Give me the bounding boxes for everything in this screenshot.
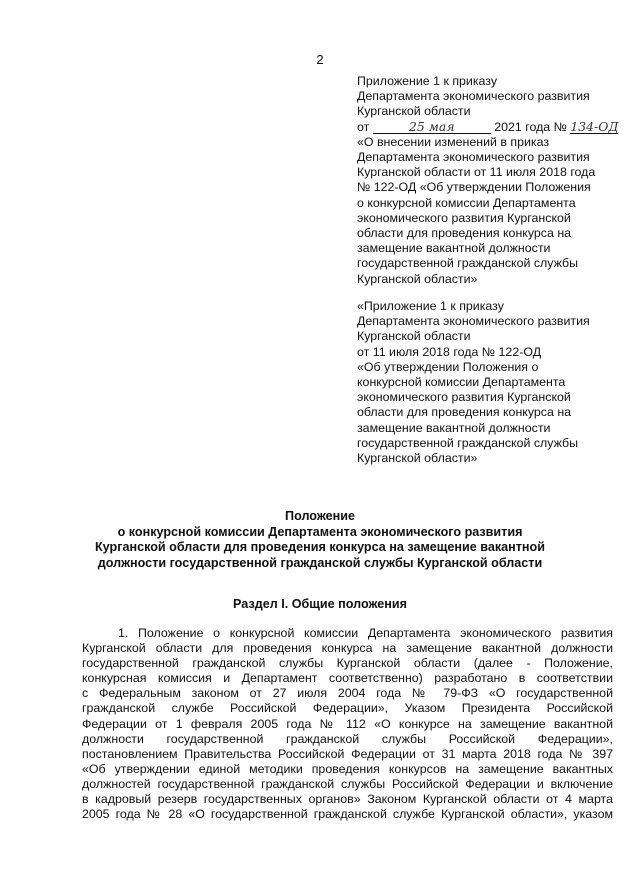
title-line: Курганской области для проведения конкурса на замещение вакантной	[95, 540, 545, 554]
paragraph-line: «Об утверждении единой методики проведения конкурсов на замещение вакантных	[82, 761, 613, 776]
appendix-2-header	[357, 299, 619, 466]
appendix-2-line: замещение вакантной должности	[357, 420, 551, 435]
paragraph-line: государственной гражданской службы Курганской области (далее - Положение,	[82, 656, 613, 671]
handwritten-order-number: 134-ОД	[570, 118, 619, 134]
paragraph-line: Федерации от 1 февраля 2005 года № 112 «О конкурсе на замещение вакантной	[82, 716, 613, 731]
date-year: 2021 года №	[494, 119, 567, 134]
title-line: должности государственной гражданской службы Курганской области	[97, 555, 543, 570]
section-heading: Раздел I. Общие положения	[233, 597, 407, 611]
title-line: о конкурсной комиссии Департамента экономического развития	[117, 524, 523, 539]
appendix-2-line: Департамента экономического развития	[357, 314, 590, 329]
appendix-1-line: Курганской области	[357, 104, 471, 119]
paragraph-line: конкурсная комиссия и Департамент соответственно) разработано в соответствии	[82, 671, 613, 686]
appendix-2-line: Курганской области»	[357, 451, 478, 466]
appendix-1-date-line	[357, 120, 619, 135]
appendix-1-line: экономического развития Курганской	[357, 210, 571, 225]
appendix-1-line: № 122-ОД «Об утверждении Положения	[357, 180, 591, 195]
paragraph-line: гражданской службе Российской Федерации», Указом Президента Российской	[82, 701, 613, 716]
date-prefix: от	[357, 119, 370, 134]
appendix-1-line: государственной гражданской службы	[357, 256, 579, 271]
paragraph-line: 2005 года № 28 «О государственной гражданской службе Курганской области», указом	[82, 807, 613, 822]
appendix-1-line: о конкурсной комиссии Департамента	[357, 195, 576, 210]
appendix-1-line: замещение вакантной должности	[357, 241, 551, 256]
appendix-1-line: Курганской области»	[357, 271, 478, 286]
paragraph-line: в кадровый резерв государственных органов» Законом Курганской области от 4 марта	[82, 792, 613, 807]
paragraph-line: Курганской области для проведения конкурса на замещение вакантной должности	[82, 641, 613, 656]
page-number: 2	[316, 52, 324, 67]
paragraph-line: должности государственной гражданской службы Российской Федерации»,	[82, 731, 613, 746]
appendix-2-line: «Об утверждении Положения о	[357, 359, 539, 374]
document-title	[0, 509, 640, 571]
appendix-1-line: Приложение 1 к приказу	[357, 74, 498, 88]
handwritten-date: 25 мая	[373, 120, 491, 134]
appendix-1-line: «О внесении изменений в приказ	[357, 134, 550, 149]
appendix-2-line: экономического развития Курганской	[357, 390, 571, 405]
appendix-2-line: от 11 июля 2018 года № 122-ОД	[357, 344, 542, 359]
appendix-1-line: Департамента экономического развития	[357, 150, 590, 165]
paragraph-line: 1. Положение о конкурсной комиссии Департамента экономического развития	[118, 626, 613, 640]
appendix-1-line: области для проведения конкурса на	[357, 226, 572, 241]
appendix-1-line: Курганской области от 11 июля 2018 года	[357, 165, 596, 180]
title-line: Положение	[285, 509, 355, 523]
body-paragraph	[82, 626, 613, 822]
appendix-2-line: конкурсной комиссии Департамента	[357, 375, 566, 390]
appendix-2-line: «Приложение 1 к приказу	[357, 299, 504, 313]
appendix-2-line: государственной гражданской службы	[357, 435, 579, 450]
appendix-1-line: Департамента экономического развития	[357, 89, 590, 104]
appendix-2-line: Курганской области	[357, 329, 471, 344]
appendix-1-header	[357, 74, 619, 287]
paragraph-line: с Федеральным законом от 27 июля 2004 года № 79-ФЗ «О государственной	[82, 686, 613, 701]
paragraph-line: постановлением Правительства Российской Федерации от 31 марта 2018 года № 397	[82, 746, 613, 761]
appendix-2-line: области для проведения конкурса на	[357, 405, 572, 420]
paragraph-line: должностей государственной гражданской службы Российской Федерации и включение	[82, 776, 613, 791]
